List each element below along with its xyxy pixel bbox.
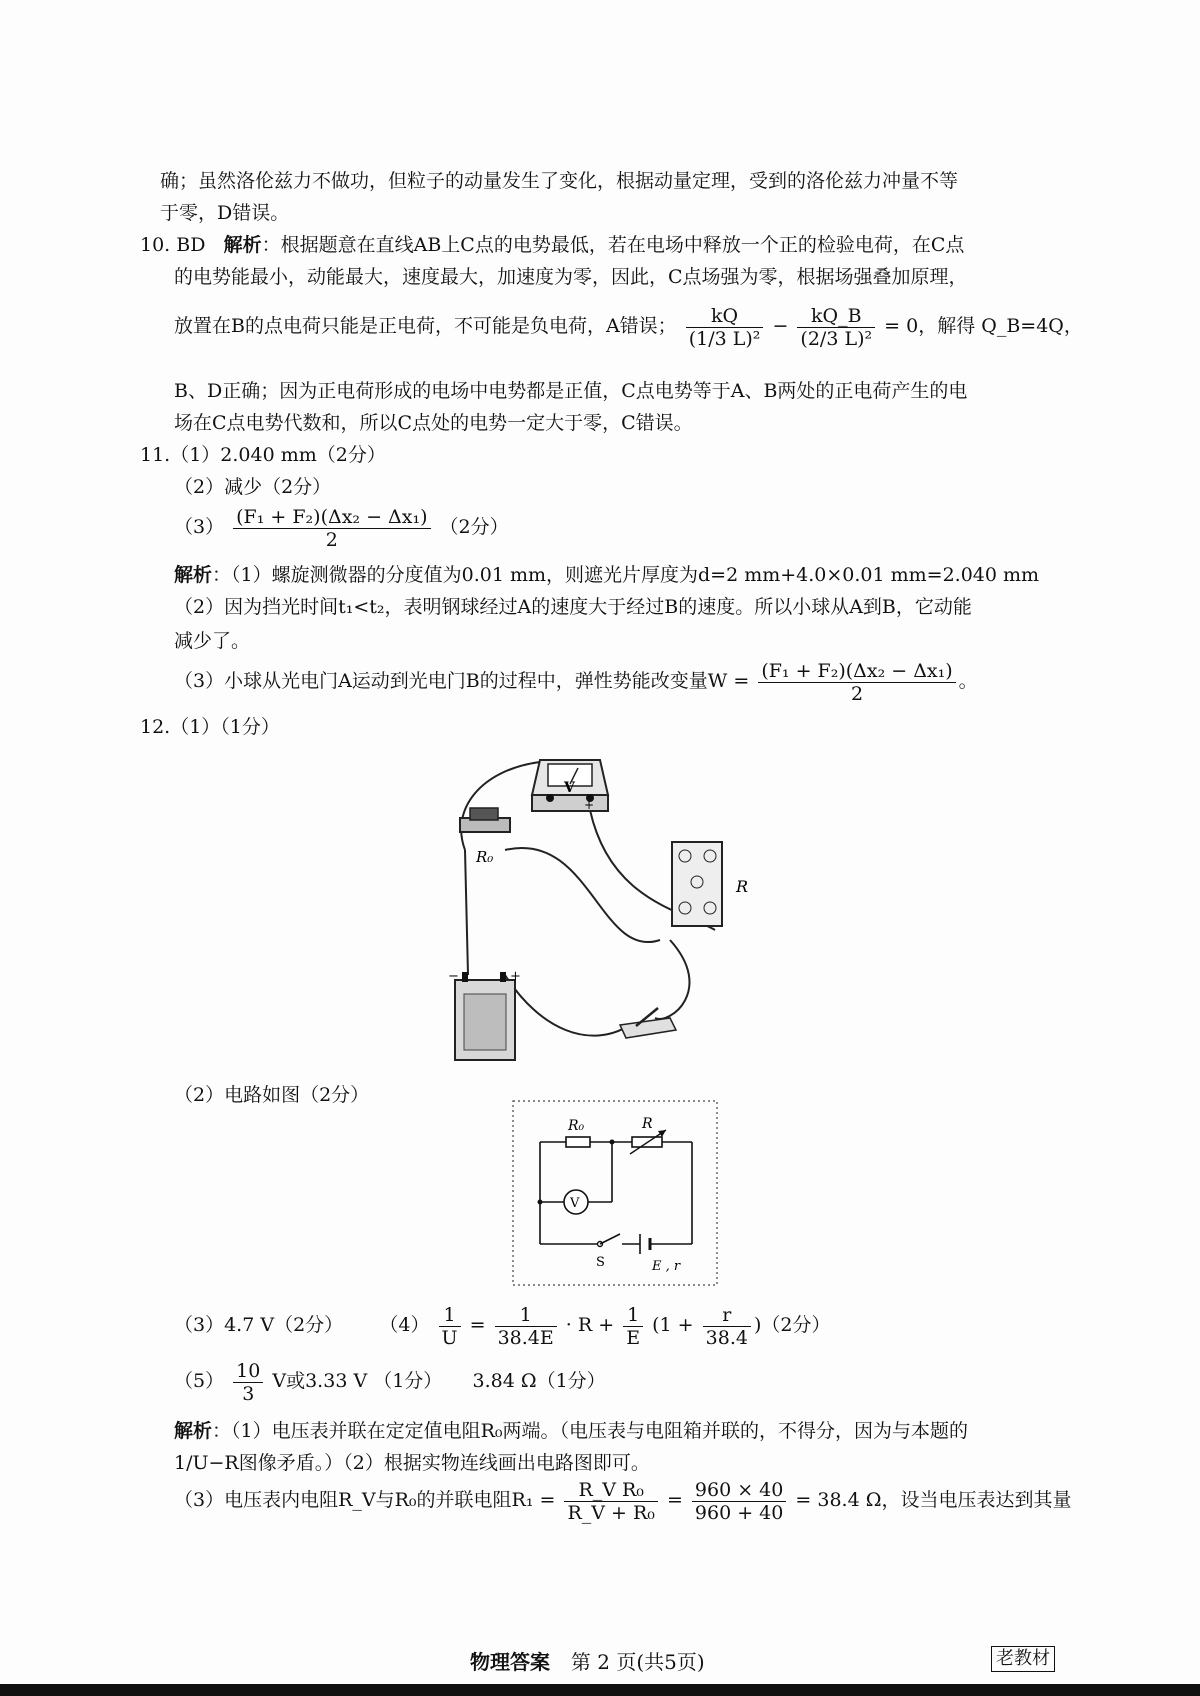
fraction: $\frac{\text{R\_V R₀}}{\text{R\_V + R₀}}$ — [564, 1479, 657, 1524]
answer-11-3: （3） $\frac{\text{(F₁ + F₂)(Δx₂ − Δx₁)}}{2}$ （2分） — [174, 505, 509, 551]
text-line: 确；虽然洛伦兹力不做功，但粒子的动量发生了变化，根据动量定理，受到的洛伦兹力冲量不等 — [160, 170, 959, 192]
schematic-r0-label: R₀ — [568, 1118, 585, 1134]
svg-text:−: − — [448, 969, 459, 984]
explanation-line: （2）因为挡光时间t₁<t₂，表明钢球经过A的速度大于经过B的速度。所以小球从A到B，它动能 — [174, 596, 972, 618]
footer-title: 物理答案 — [470, 1650, 550, 1674]
fraction: $\frac{r}{38.4}$ — [703, 1304, 751, 1349]
answer-12-1: 12.（1）（1分） — [140, 716, 280, 738]
text-line: 于零，D错误。 — [160, 202, 290, 224]
fraction: $\frac{kQ}{\text{(1/3 L)²}}$ — [686, 305, 764, 350]
analysis-label: 解析 — [174, 564, 213, 586]
fraction: $\frac{\text{(F₁ + F₂)(Δx₂ − Δx₁)}}{2}$ — [233, 506, 430, 551]
fraction: $\frac{960 \times 40}{960 + 40}$ — [692, 1479, 786, 1524]
text-line: 的电势能最小，动能最大，速度最大，加速度为零，因此，C点场强为零，根据场强叠加原理， — [174, 266, 968, 288]
text: = 0，解得 Q_B=4Q， — [884, 315, 1083, 337]
resistor-r0 — [460, 808, 510, 866]
answer-12-3-4: （3）4.7 V（2分） （4） $\frac{1}{U}$ = $\frac{1}{38.4E}$ · R + $\frac{1}{E}$ (1 + $\frac{r}{38.4}$ )（2分） — [174, 1303, 831, 1349]
question-10 — [140, 232, 964, 258]
svg-text:+: + — [584, 798, 595, 812]
fraction: $\frac{1}{U}$ — [439, 1304, 461, 1349]
resistance-box — [672, 842, 748, 926]
battery — [448, 969, 521, 1060]
text: 放置在B的点电荷只能是正电荷，不可能是负电荷，A错误； — [174, 315, 677, 337]
answer-12-5: （5） $\frac{10}{3}$ V或3.33 V （1分） 3.84 Ω（1分） — [174, 1359, 606, 1405]
fraction: $\frac{1}{E}$ — [623, 1304, 643, 1349]
wire — [465, 850, 468, 975]
voltmeter — [532, 760, 608, 812]
wire — [505, 848, 660, 942]
scan-edge — [0, 1684, 1200, 1696]
text: ：根据题意在直线AB上C点的电势最低，若在电场中释放一个正的检验电荷，在C点 — [261, 234, 965, 256]
schematic-switch — [600, 1234, 620, 1244]
wire — [505, 975, 630, 1036]
schematic-v-label: V — [570, 1196, 580, 1211]
dashed-frame — [513, 1101, 717, 1285]
wire — [655, 940, 689, 1019]
explanation-line: （3）电压表内电阻R_V与R₀的并联电阻R₁ = $\frac{\text{R\_V R₀}}{\text{R\_V + R₀}}$ = $\frac{960 \times 40}{960 + 40}$ = 38.4 Ω，设当电压表达到其量 — [174, 1478, 1072, 1524]
circuit-schematic — [512, 1100, 718, 1286]
schematic-r-label: R — [642, 1116, 653, 1132]
voltmeter-label: V — [564, 780, 575, 796]
explanation-line: 1/U−R图像矛盾。）（2）根据实物连线画出电路图即可。 — [174, 1452, 650, 1474]
page-footer — [470, 1646, 705, 1675]
explanation-line: 解析：（1）螺旋测微器的分度值为0.01 mm，则遮光片厚度为d=2 mm+4.0×0.01 mm=2.040 mm — [174, 564, 1040, 586]
explanation-line: 解析：（1）电压表并联在定定值电阻R₀两端。（电压表与电阻箱并联的，不得分，因为与本题的 — [174, 1420, 969, 1442]
analysis-label: 解析 — [223, 234, 262, 256]
question-number: 10. BD — [140, 234, 206, 256]
fraction: $\frac{kQ\_B}{\text{(2/3 L)²}}$ — [797, 305, 875, 350]
page-number: 第 2 页(共5页) — [570, 1650, 705, 1674]
explanation-line: （3）小球从光电门A运动到光电门B的过程中，弹性势能改变量W = $\frac{\text{(F₁ + F₂)(Δx₂ − Δx₁)}}{2}$ 。 — [174, 659, 978, 705]
analysis-label: 解析 — [174, 1420, 213, 1442]
answer-11-1: 11.（1）2.040 mm（2分） — [140, 444, 386, 466]
edition-tag: 老教材 — [991, 1646, 1055, 1672]
wiring-figure — [440, 750, 760, 1070]
equation-line: 放置在B的点电荷只能是正电荷，不可能是负电荷，A错误； $\frac{kQ}{\text{(1/3 L)²}}$ − $\frac{kQ\_B}{\text{(2/3 L)²}}$ = 0，解得 Q_B=4Q， — [174, 304, 1083, 350]
switch — [620, 1008, 676, 1038]
explanation-line: 减少了。 — [174, 630, 251, 652]
text-line: B、D正确；因为正电荷形成的电场中电势都是正值，C点电势等于A、B两处的正电荷产生的电 — [174, 380, 968, 402]
schematic-e-label: E , r — [652, 1259, 681, 1274]
r-label: R — [736, 877, 749, 896]
answer-12-2: （2）电路如图（2分） — [174, 1084, 370, 1106]
schematic-s-label: S — [596, 1255, 605, 1270]
r0-label: R₀ — [476, 848, 494, 866]
fraction: $\frac{10}{3}$ — [233, 1360, 263, 1405]
text-line: 场在C点电势代数和，所以C点处的电势一定大于零，C错误。 — [174, 412, 693, 434]
schematic-r0 — [566, 1137, 590, 1147]
fraction: $\frac{1}{38.4E}$ — [495, 1304, 557, 1349]
svg-text:+: + — [510, 969, 521, 984]
wire — [461, 762, 540, 850]
fraction: $\frac{\text{(F₁ + F₂)(Δx₂ − Δx₁)}}{2}$ — [758, 660, 955, 705]
answer-11-2: （2）减少（2分） — [174, 476, 332, 498]
